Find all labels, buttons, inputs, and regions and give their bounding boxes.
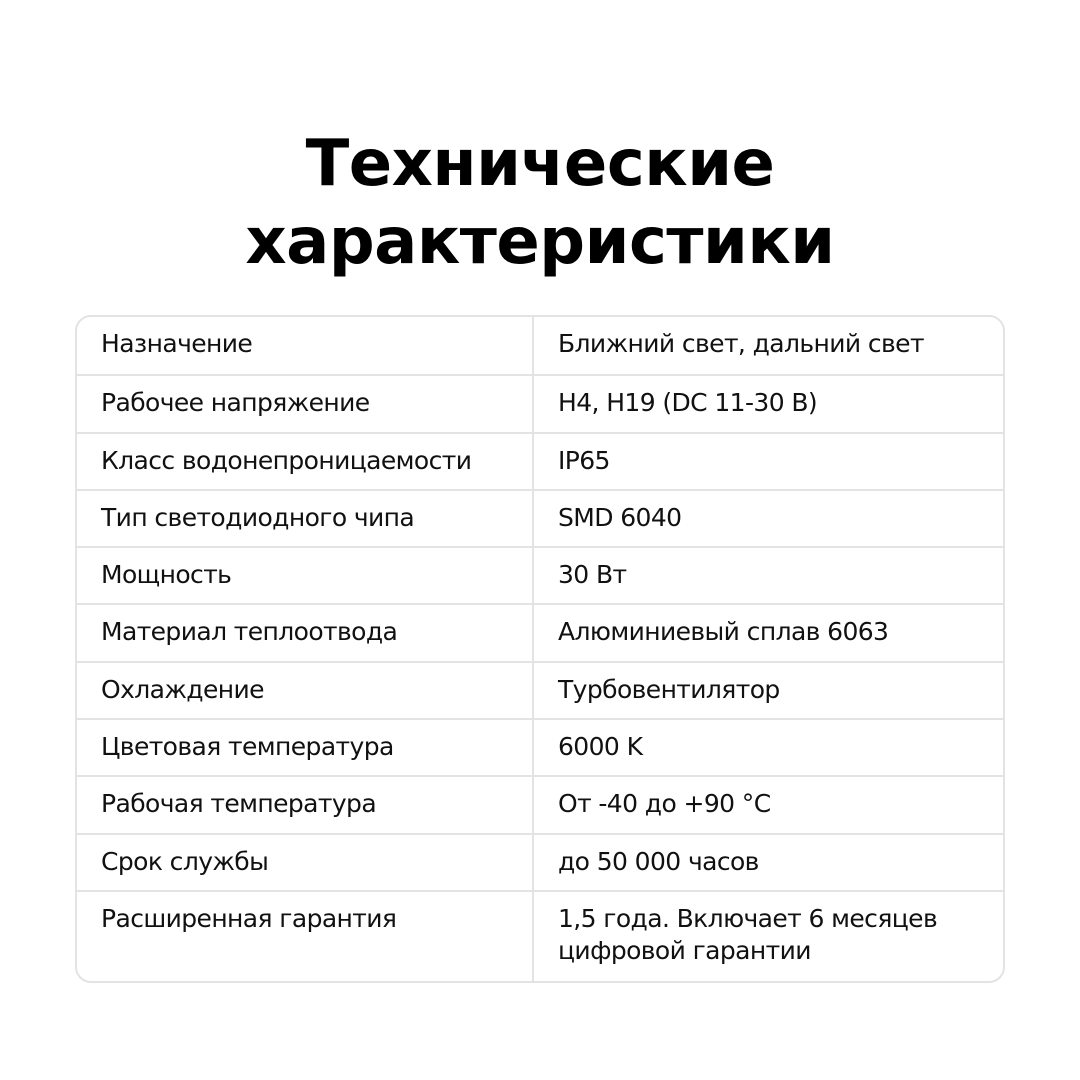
page-title <box>0 125 1080 281</box>
page-title-line-2: характеристики <box>245 204 835 279</box>
spec-label: Рабочее напряжение <box>77 376 534 431</box>
spec-value: H4, H19 (DC 11-30 В) <box>558 388 818 418</box>
spec-label: Материал теплоотвода <box>77 605 534 660</box>
spec-value: Турбовентилятор <box>558 674 780 704</box>
spec-value: 6000 K <box>558 732 643 762</box>
spec-row-power <box>77 546 1003 603</box>
spec-row-color-temperature <box>77 718 1003 775</box>
spec-label: Охлаждение <box>77 663 534 718</box>
spec-label: Цветовая температура <box>77 720 534 775</box>
spec-value: 1,5 года. Включает 6 месяцев цифровой гарантии <box>558 903 938 965</box>
spec-value: SMD 6040 <box>558 502 682 532</box>
spec-label: Срок службы <box>77 835 534 890</box>
spec-row-purpose <box>77 317 1003 374</box>
spec-value: Алюминиевый сплав 6063 <box>558 617 889 647</box>
spec-table <box>75 315 1005 983</box>
spec-row-heatsink-material <box>77 603 1003 660</box>
spec-label: Класс водонепроницаемости <box>77 434 534 489</box>
spec-row-extended-warranty <box>77 890 1003 981</box>
spec-row-operating-temperature <box>77 775 1003 832</box>
spec-value: 30 Вт <box>558 560 627 590</box>
spec-label: Расширенная гарантия <box>77 892 534 981</box>
spec-row-cooling <box>77 661 1003 718</box>
spec-row-service-life <box>77 833 1003 890</box>
spec-value: От -40 до +90 °С <box>558 789 771 819</box>
spec-row-waterproof-class <box>77 432 1003 489</box>
spec-row-chip-type <box>77 489 1003 546</box>
spec-label: Назначение <box>77 317 534 374</box>
spec-label: Мощность <box>77 548 534 603</box>
page-title-line-1: Технические <box>305 126 775 201</box>
spec-label: Тип светодиодного чипа <box>77 491 534 546</box>
spec-value: Ближний свет, дальний свет <box>558 329 924 358</box>
spec-value: IP65 <box>558 445 610 475</box>
spec-row-voltage <box>77 374 1003 431</box>
spec-value: до 50 000 часов <box>558 846 759 876</box>
spec-label: Рабочая температура <box>77 777 534 832</box>
